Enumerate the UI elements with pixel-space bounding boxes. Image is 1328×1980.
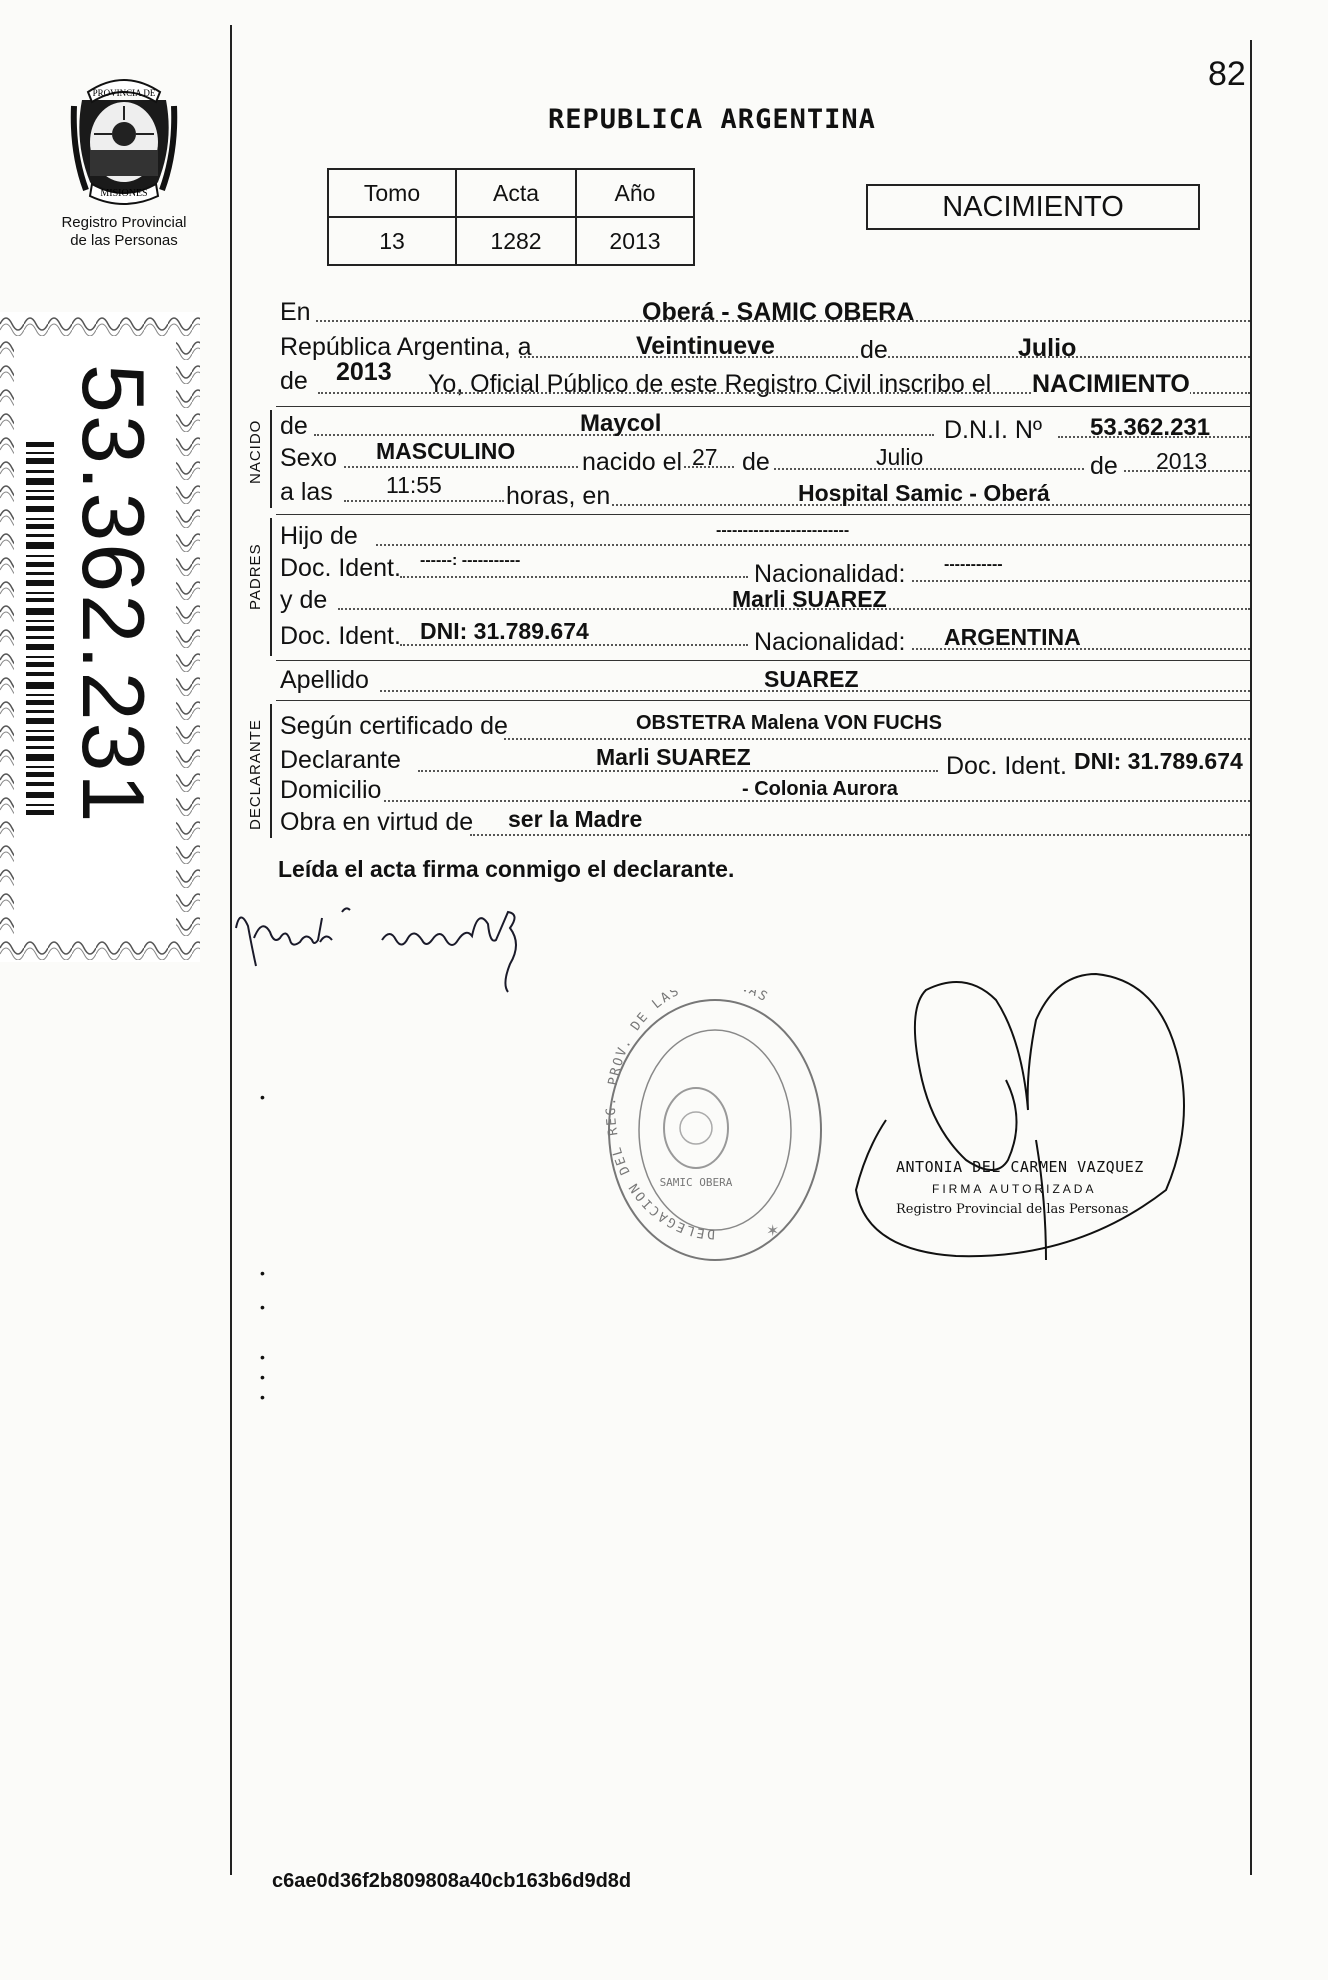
certificado-value: OBSTETRA Malena VON FUCHS <box>636 712 942 734</box>
star-icon: ✶ <box>766 1223 780 1240</box>
decl-doc-value: DNI: 31.789.674 <box>1074 748 1243 774</box>
acta-header: Acta <box>456 169 576 217</box>
seal-bottom-text: MISIONES <box>100 188 148 199</box>
side-barcode-strip <box>0 312 200 962</box>
stamp-ring-text: DELEGACION DEL REG. PROV. DE LAS AS <box>603 990 772 1242</box>
anio-value: 2013 <box>576 217 694 265</box>
day-text-value: Veintinueve <box>636 332 775 360</box>
acta-value: 1282 <box>456 217 576 265</box>
time-dots <box>344 500 504 502</box>
y-de-label: y de <box>280 586 328 614</box>
birth-year-value: 2013 <box>1156 448 1208 474</box>
declarante-bracket <box>270 704 272 838</box>
mother-name-value: Marli SUAREZ <box>732 586 887 612</box>
republica-label: República Argentina, a <box>280 333 532 361</box>
declarant-signature <box>226 888 586 998</box>
side-barcode-number: 53.362.231 <box>64 364 163 825</box>
right-margin-line <box>1250 40 1252 1875</box>
nacido-de-label-1: de <box>742 448 770 476</box>
obra-dots <box>470 834 1250 836</box>
sexo-dots <box>344 466 578 468</box>
svg-text:DELEGACION DEL REG. PROV. DE L <box>604 990 771 1241</box>
declarante-label: Declarante <box>280 746 401 774</box>
dni-value: 53.362.231 <box>1090 414 1211 441</box>
act-type-box <box>866 184 1200 230</box>
declarante-value: Marli SUAREZ <box>596 744 751 770</box>
divider-intro <box>276 406 1250 407</box>
nacionalidad-label-1: Nacionalidad: <box>754 560 906 588</box>
act-type-label: NACIMIENTO <box>942 191 1124 223</box>
hijo-de-label: Hijo de <box>280 522 358 550</box>
place-value: Oberá - SAMIC OBERA <box>642 298 915 326</box>
father-nat-value: ----------- <box>944 556 1003 573</box>
closing-statement: Leída el acta firma conmigo el declarante. <box>278 856 735 882</box>
tomo-header: Tomo <box>328 169 456 217</box>
nacido-bracket <box>270 410 272 508</box>
certificado-label: Según certificado de <box>280 712 508 740</box>
certificado-dots <box>504 738 1250 740</box>
apellido-label: Apellido <box>280 666 369 694</box>
stray-marks: • • • • • • <box>260 1089 265 1405</box>
country-title: REPUBLICA ARGENTINA <box>548 104 876 135</box>
alas-label: a las <box>280 478 333 506</box>
official-signature <box>796 960 1216 1280</box>
father-name-value: ------------------------- <box>716 522 850 539</box>
nacionalidad-label-2: Nacionalidad: <box>754 628 906 656</box>
divider-nacido <box>276 514 1250 515</box>
hijo-dots <box>376 544 1250 546</box>
time-value: 11:55 <box>386 472 442 498</box>
seal-caption-line-2: de las Personas <box>70 232 178 249</box>
mother-nat-value: ARGENTINA <box>944 624 1081 650</box>
oficial-text: Yo, Oficial Público de este Registro Civil inscribo el <box>428 370 992 398</box>
domicilio-label: Domicilio <box>280 776 382 804</box>
padres-section-label: PADRES <box>247 543 264 610</box>
sexo-value: MASCULINO <box>376 438 516 464</box>
handwritten-signature-icon <box>226 888 586 998</box>
province-seal <box>64 72 184 212</box>
obra-value: ser la Madre <box>508 806 643 832</box>
page-number: 82 <box>1208 55 1246 93</box>
stamp-center-text: SAMIC OBERA <box>659 1176 733 1189</box>
padres-bracket <box>270 518 272 656</box>
month-dots <box>774 468 1084 470</box>
horas-label: horas, en <box>506 482 611 510</box>
divider-padres <box>276 660 1250 661</box>
seal-emblem-icon <box>64 72 184 212</box>
official-stamp-entity: Registro Provincial de las Personas <box>896 1202 1129 1217</box>
seal-caption <box>36 214 212 250</box>
seal-caption-line-1: Registro Provincial <box>61 214 187 231</box>
sexo-label: Sexo <box>280 444 337 472</box>
father-doc-value: ------: ----------- <box>420 552 521 569</box>
document-hash: c6ae0d36f2b809808a40cb163b6d9d8d <box>272 1870 632 1892</box>
intro-de-label: de <box>860 336 888 364</box>
hospital-value: Hospital Samic - Oberá <box>798 480 1050 506</box>
nacido-el-label: nacido el <box>582 448 683 476</box>
official-stamp-name: ANTONIA DEL CARMEN VAZQUEZ <box>896 1158 1144 1176</box>
father-nat-dots <box>912 580 1250 582</box>
decl-doc-label: Doc. Ident. <box>946 752 1067 780</box>
domicilio-value: - Colonia Aurora <box>742 778 898 800</box>
birth-day-value: 27 <box>692 444 718 470</box>
obra-label: Obra en virtud de <box>280 808 474 836</box>
official-signature-icon <box>796 960 1216 1280</box>
nacido-de-label: de <box>280 412 308 440</box>
declarante-section-label: DECLARANTE <box>247 719 264 830</box>
seal-top-text: PROVINCIA DE <box>92 88 156 98</box>
act-value: NACIMIENTO <box>1032 370 1190 398</box>
year-value: 2013 <box>336 358 392 386</box>
tomo-value: 13 <box>328 217 456 265</box>
en-label: En <box>280 298 311 326</box>
dni-label: D.N.I. Nº <box>944 416 1043 444</box>
mother-doc-value: DNI: 31.789.674 <box>420 618 589 644</box>
official-stamp-role: FIRMA AUTORIZADA <box>932 1182 1097 1196</box>
month-value: Julio <box>1018 334 1077 362</box>
anio-header: Año <box>576 169 694 217</box>
official-stamp <box>896 1158 1186 1217</box>
apellido-value: SUAREZ <box>764 666 859 692</box>
doc-ident-label-1: Doc. Ident. <box>280 554 401 582</box>
doc-ident-label-2: Doc. Ident. <box>280 622 401 650</box>
father-doc-dots <box>400 576 748 578</box>
child-name-value: Maycol <box>580 410 662 437</box>
divider-apellido <box>276 700 1250 701</box>
birth-month-value: Julio <box>876 444 924 470</box>
nacido-section-label: NACIDO <box>247 419 264 484</box>
nacido-de-label-2: de <box>1090 452 1118 480</box>
intro-de-label-2: de <box>280 367 308 395</box>
registry-table <box>327 168 695 266</box>
